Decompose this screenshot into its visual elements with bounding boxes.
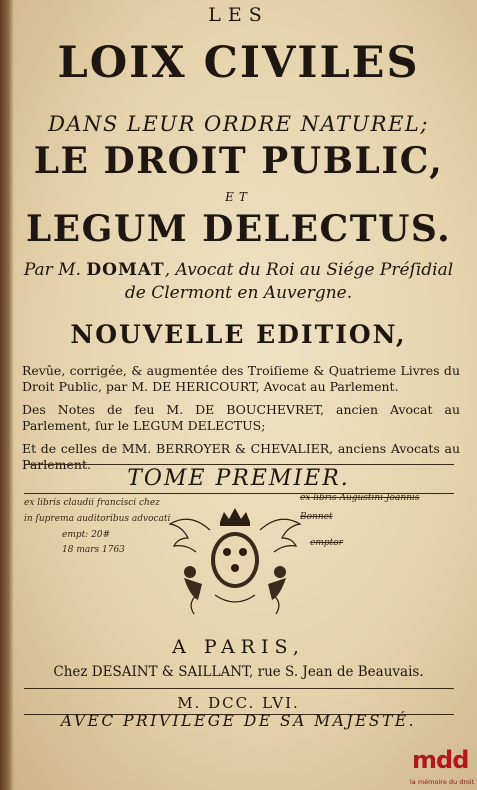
publication-year: M. DCC. LVI. [177, 694, 300, 712]
imprint-city: A PARIS, [172, 636, 305, 658]
royal-arms-vignette-icon [160, 500, 310, 620]
royal-privilege: AVEC PRIVILEGE DE SA MAJESTÉ. [60, 712, 417, 730]
author-line [0, 260, 477, 280]
divider [24, 464, 454, 465]
heading-les: LES [208, 4, 269, 26]
book-subtitle: DANS LEUR ORDRE NATUREL; [48, 112, 429, 136]
mdd-logo [410, 746, 476, 790]
notes-bouchevret: Des Notes de feu M. DE BOUCHEVRET, ancien Avocat au Parlement, ſur le LEGUM DELECTUS; [22, 402, 460, 433]
publisher-line: Chez DESAINT & SAILLANT, rue S. Jean de Beauvais. [53, 664, 424, 680]
logo-tagline: la mémoire du droit [410, 778, 475, 786]
divider [24, 688, 454, 689]
author-prefix: Par M. [23, 260, 87, 280]
book-title-3: LEGUM DELECTUS. [25, 208, 452, 250]
edition-heading: NOUVELLE EDITION, [70, 320, 407, 349]
ownership-inscription-line: ex libris claudii francisci chez [24, 498, 160, 508]
purchase-date-note: 18 mars 1763 [62, 545, 125, 555]
purchase-price-note: empt: 20# [62, 530, 111, 540]
struck-inscription-line: Bonnet [300, 512, 333, 522]
notes-berroyer-chevalier: Et de celles de MM. BERROYER & CHEVALIER, anciens Avocats au Parlement. [22, 441, 460, 472]
ownership-inscription-line: in ſuprema auditoribus advocati [24, 514, 171, 524]
logo-mark: mdd [412, 746, 469, 774]
author-title: , Avocat du Roi au Siége Préſidial [164, 260, 454, 280]
struck-inscription-line: ex libris Augustini Joannis [300, 493, 420, 503]
book-title-2: LE DROIT PUBLIC, [33, 140, 444, 182]
author-name: DOMAT [86, 260, 165, 280]
book-title: LOIX CIVILES [57, 38, 420, 88]
struck-inscription-line: emptor [310, 538, 343, 548]
volume-label: TOME PREMIER. [127, 466, 350, 491]
conjunction-et: ET [225, 190, 252, 204]
revision-note: Revûe, corrigée, & augmentée des Troiſieme & Quatrieme Livres du Droit Public, par M. DE HERICOURT, Avocat au Parlement. [22, 363, 460, 394]
author-location: de Clermont en Auvergne. [124, 283, 353, 303]
